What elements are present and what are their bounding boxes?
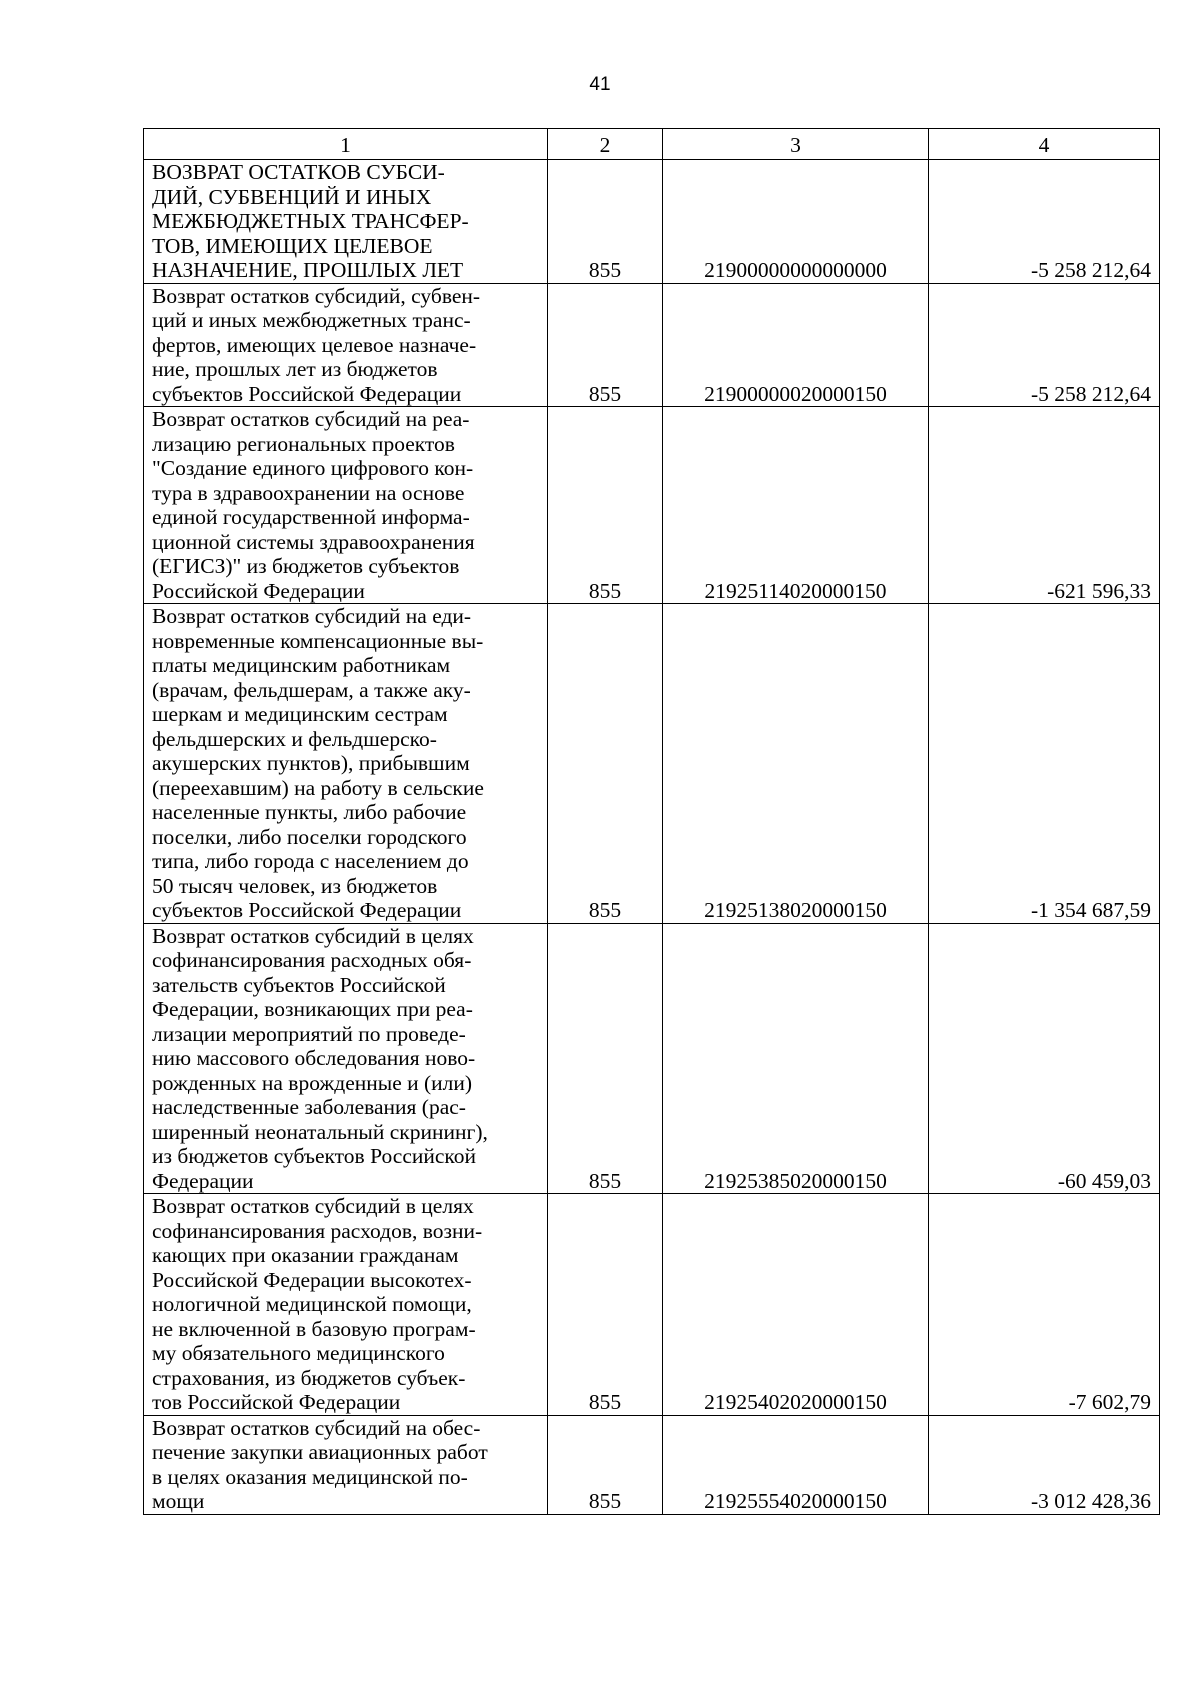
description-line: печение закупки авиационных работ <box>152 1440 488 1464</box>
description-line: ционной системы здравоохранения <box>152 529 475 554</box>
description-line: Возврат остатков субсидий в целях <box>152 1194 474 1218</box>
description-line: Российской Федерации высокотех- <box>152 1267 472 1292</box>
description-line: Возврат остатков субсидий на обес- <box>152 1415 481 1440</box>
page-number: 41 <box>589 74 611 95</box>
description-line: из бюджетов субъектов Российской <box>152 1144 477 1168</box>
description-line: страхования, из бюджетов субъек- <box>152 1365 466 1390</box>
description-line: шеркам и медицинским сестрам <box>152 702 448 726</box>
row-amount: -5 258 212,64 <box>929 283 1160 407</box>
row-description <box>144 160 548 284</box>
row-description <box>144 1194 548 1416</box>
description-line: фельдшерских и фельдшерско- <box>152 726 437 751</box>
description-line: Возврат остатков субсидий, субвен- <box>152 283 481 308</box>
row-budget-code: 21900000000000000 <box>663 160 929 284</box>
row-admin-code: 855 <box>548 407 663 604</box>
description-line: фертов, имеющих целевое назначе- <box>152 332 477 357</box>
row-budget-code: 21925402020000150 <box>663 1194 929 1416</box>
description-line: кающих при оказании гражданам <box>152 1243 459 1267</box>
description-line: поселки, либо поселки городского <box>152 824 467 849</box>
column-header-1: 1 <box>144 129 548 160</box>
description-line: МЕЖБЮДЖЕТНЫХ ТРАНСФЕР- <box>152 209 469 233</box>
row-budget-code: 21925138020000150 <box>663 604 929 924</box>
table-row <box>144 1415 1160 1514</box>
row-description <box>144 923 548 1194</box>
table-row <box>144 1194 1160 1416</box>
row-amount: -7 602,79 <box>929 1194 1160 1416</box>
description-line: софинансирования расходных обя- <box>152 948 472 972</box>
description-line: наследственные заболевания (рас- <box>152 1095 466 1119</box>
description-line: тура в здравоохранении на основе <box>152 480 465 505</box>
row-budget-code: 21925385020000150 <box>663 923 929 1194</box>
column-header-3: 3 <box>663 129 929 160</box>
row-budget-code: 21925554020000150 <box>663 1415 929 1514</box>
budget-table <box>143 128 1160 1515</box>
description-line: Возврат остатков субсидий в целях <box>152 923 474 948</box>
row-admin-code: 855 <box>548 1194 663 1416</box>
row-description <box>144 283 548 407</box>
row-admin-code: 855 <box>548 604 663 924</box>
description-line: типа, либо города с населением до <box>152 849 469 873</box>
description-line: зательств субъектов Российской <box>152 972 446 997</box>
description-line: (ЕГИСЗ)" из бюджетов субъектов <box>152 554 460 578</box>
description-line: мощи <box>152 1489 205 1513</box>
description-line: Возврат остатков субсидий на реа- <box>152 407 470 431</box>
column-header-4: 4 <box>929 129 1160 160</box>
row-description <box>144 604 548 924</box>
description-line: субъектов Российской Федерации <box>152 381 462 406</box>
description-line: лизацию региональных проектов <box>152 431 455 456</box>
description-line: платы медицинским работникам <box>152 653 451 677</box>
description-line: рожденных на врожденные и (или) <box>152 1070 473 1095</box>
table-row <box>144 923 1160 1194</box>
row-amount: -1 354 687,59 <box>929 604 1160 924</box>
description-line: субъектов Российской Федерации <box>152 898 462 922</box>
row-admin-code: 855 <box>548 160 663 284</box>
description-line: 50 тысяч человек, из бюджетов <box>152 873 438 898</box>
row-admin-code: 855 <box>548 283 663 407</box>
row-admin-code: 855 <box>548 923 663 1194</box>
table-row <box>144 283 1160 407</box>
row-amount: -5 258 212,64 <box>929 160 1160 284</box>
description-line: тов Российской Федерации <box>152 1390 401 1414</box>
description-line: в целях оказания медицинской по- <box>152 1464 468 1489</box>
description-line: единой государственной информа- <box>152 505 470 529</box>
row-budget-code: 21925114020000150 <box>663 407 929 604</box>
row-amount: -60 459,03 <box>929 923 1160 1194</box>
row-budget-code: 21900000020000150 <box>663 283 929 407</box>
column-header-2: 2 <box>548 129 663 160</box>
table-row <box>144 407 1160 604</box>
row-description <box>144 407 548 604</box>
description-line: нию массового обследования ново- <box>152 1046 476 1070</box>
table-header-row <box>144 129 1160 160</box>
description-line: ВОЗВРАТ ОСТАТКОВ СУБСИ- <box>152 160 445 184</box>
description-line: ДИЙ, СУБВЕНЦИЙ И ИНЫХ <box>152 184 432 209</box>
description-line: Возврат остатков субсидий на еди- <box>152 604 472 628</box>
description-line: населенные пункты, либо рабочие <box>152 800 467 824</box>
description-line: нологичной медицинской помощи, <box>152 1292 472 1316</box>
row-amount: -3 012 428,36 <box>929 1415 1160 1514</box>
row-description <box>144 1415 548 1514</box>
description-line: Федерации, возникающих при реа- <box>152 997 473 1021</box>
table-body <box>144 160 1160 1515</box>
description-line: НАЗНАЧЕНИЕ, ПРОШЛЫХ ЛЕТ <box>152 258 464 282</box>
row-admin-code: 855 <box>548 1415 663 1514</box>
description-line: (переехавшим) на работу в сельские <box>152 775 484 800</box>
description-line: новременные компенсационные вы- <box>152 628 484 653</box>
description-line: ТОВ, ИМЕЮЩИХ ЦЕЛЕВОЕ <box>152 233 433 258</box>
table-row <box>144 604 1160 924</box>
description-line: софинансирования расходов, возни- <box>152 1218 483 1243</box>
description-line: (врачам, фельдшерам, а также аку- <box>152 677 471 702</box>
description-line: Российской Федерации <box>152 578 365 603</box>
table-row <box>144 160 1160 284</box>
description-line: не включенной в базовую програм- <box>152 1316 476 1341</box>
description-line: му обязательного медицинского <box>152 1341 445 1365</box>
description-line: ций и иных межбюджетных транс- <box>152 308 471 332</box>
row-amount: -621 596,33 <box>929 407 1160 604</box>
description-line: акушерских пунктов), прибывшим <box>152 751 470 775</box>
description-line: лизации мероприятий по проведе- <box>152 1021 466 1046</box>
description-line: Федерации <box>152 1168 254 1193</box>
description-line: ширенный неонатальный скрининг), <box>152 1119 488 1144</box>
description-line: "Создание единого цифрового кон- <box>152 456 474 480</box>
description-line: ние, прошлых лет из бюджетов <box>152 357 438 381</box>
